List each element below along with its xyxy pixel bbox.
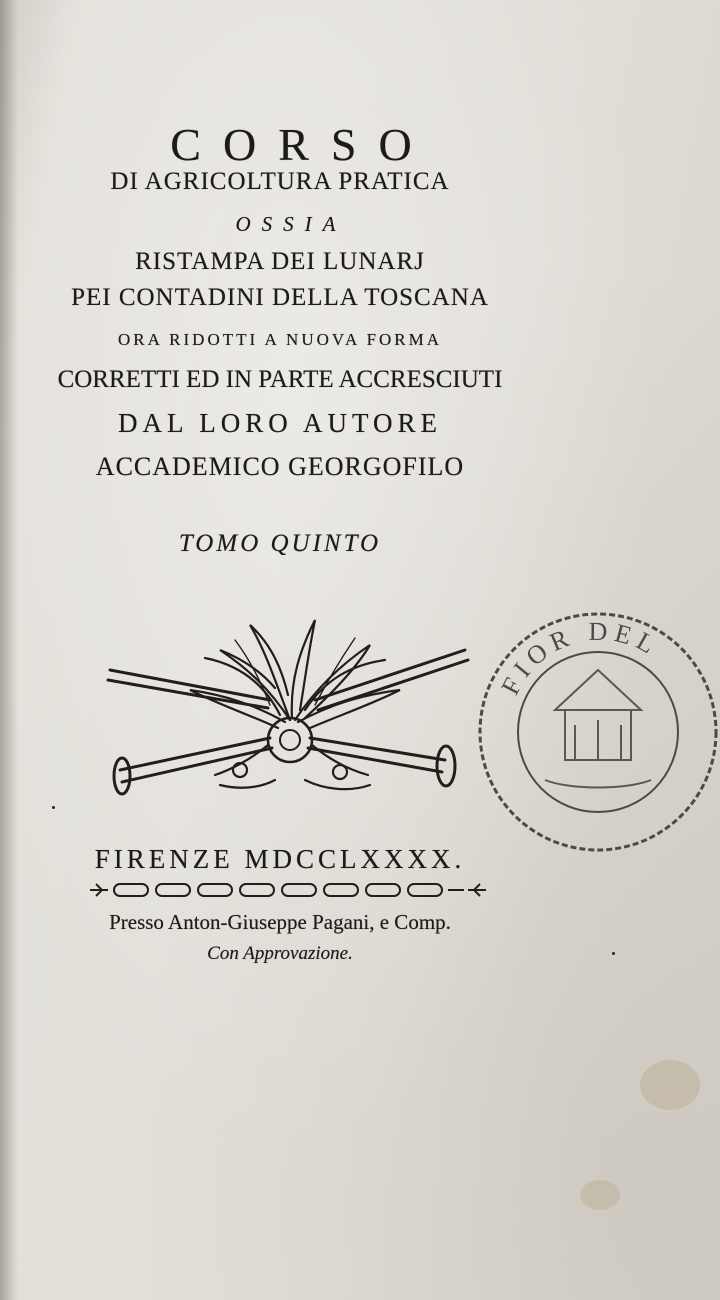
ink-speck <box>612 952 615 955</box>
subtitle-ossia: OSSIA <box>235 212 347 236</box>
book-title: CORSO <box>170 119 434 170</box>
foxing-spot <box>640 1060 700 1110</box>
subtitle-line-1: DI AGRICOLTURA PRATICA <box>110 168 450 195</box>
subtitle-line-4: ORA RIDOTTI A NUOVA FORMA <box>117 330 443 349</box>
ink-speck <box>52 806 55 809</box>
stamp-inscription: FIOR DEL <box>495 616 665 700</box>
library-stamp <box>470 600 720 860</box>
volume-label: TOMO QUINTO <box>178 530 382 557</box>
subtitle-line-3: PEI CONTADINI DELLA TOSCANA <box>71 284 489 311</box>
subtitle-line-2: RISTAMPA DEI LUNARJ <box>135 248 425 275</box>
foxing-spot <box>580 1180 620 1210</box>
author-line: DAL LORO AUTORE <box>118 408 442 438</box>
subtitle-line-5: CORRETTI ED IN PARTE ACCRESCIUTI <box>57 366 503 393</box>
publisher-line: Presso Anton-Giuseppe Pagani, e Comp. <box>109 910 451 934</box>
ornamental-rule <box>88 878 488 902</box>
approval-line: Con Approvazione. <box>207 943 353 964</box>
imprint-place-date: FIRENZE MDCCLXXXX. <box>94 844 466 874</box>
author-title: ACCADEMICO GEORGOFILO <box>95 452 465 481</box>
stamp-emblem-icon <box>545 670 651 788</box>
printers-ornament-vignette <box>100 610 480 800</box>
